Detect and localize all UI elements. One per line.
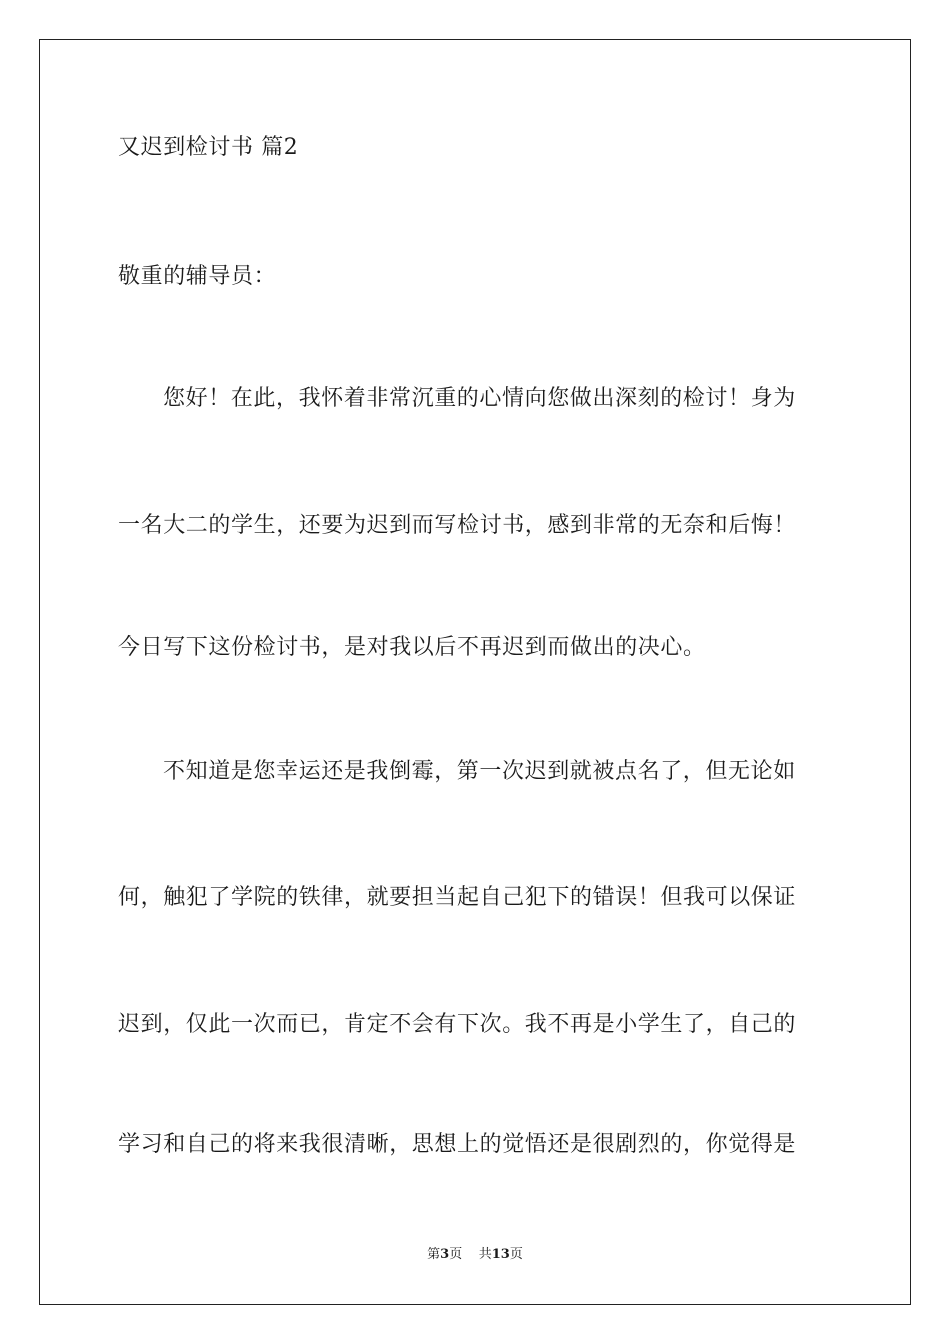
paragraph-2-line-3: 迟到，仅此一次而已，肯定不会有下次。我不再是小学生了，自己的: [118, 1012, 797, 1037]
total-pages: 13: [491, 1247, 510, 1262]
salutation: 敬重的辅导员：: [118, 264, 277, 289]
paragraph-1-line-2: 一名大二的学生，还要为迟到而写检讨书，感到非常的无奈和后悔！: [118, 513, 797, 538]
paragraph-2-line-2: 何，触犯了学院的铁律，就要担当起自己犯下的错误！但我可以保证: [118, 885, 797, 910]
page-prefix: 第: [427, 1247, 441, 1262]
paragraph-2-line-1: 不知道是您幸运还是我倒霉，第一次迟到就被点名了，但无论如: [163, 759, 796, 784]
total-prefix: 共: [478, 1247, 492, 1262]
paragraph-1-line-1: 您好！在此，我怀着非常沉重的心情向您做出深刻的检讨！身为: [163, 386, 796, 411]
document-title: 又迟到检讨书 篇2: [118, 135, 299, 160]
paragraph-1-line-3: 今日写下这份检讨书，是对我以后不再迟到而做出的决心。: [118, 635, 706, 660]
total-suffix: 页: [509, 1247, 523, 1262]
page-footer: [0, 1246, 950, 1264]
paragraph-2-line-4: 学习和自己的将来我很清晰，思想上的觉悟还是很剧烈的，你觉得是: [118, 1132, 797, 1157]
page-suffix: 页: [449, 1247, 463, 1262]
page-border: [39, 39, 911, 1305]
page-number: 3: [440, 1247, 450, 1262]
